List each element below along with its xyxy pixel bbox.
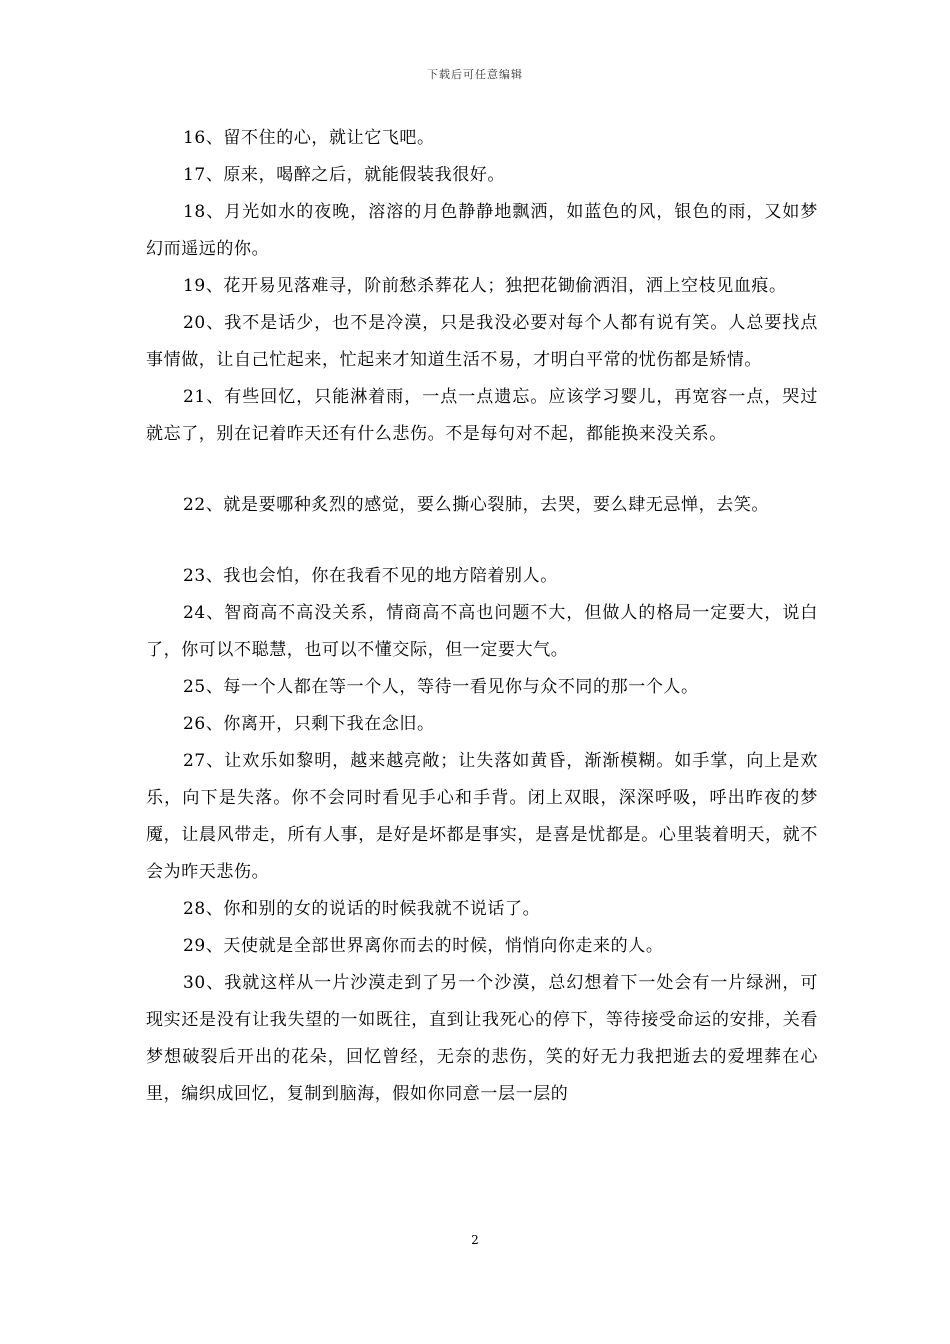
paragraph-26: 26、你离开，只剩下我在念旧。 <box>183 714 435 734</box>
paragraph-16: 16、留不住的心，就让它飞吧。 <box>183 128 435 148</box>
page-number: 2 <box>471 1233 479 1247</box>
paragraph-27: 27、让欢乐如黎明，越来越亮敞；让失落如黄昏，渐渐模糊。如手掌，向上是欢乐，向下是失落。你不会同时看见手心和手背。闭上双眼，深深呼吸，呼出昨夜的梦魇，让晨风带走，所有人事，是好是坏都是事实，是喜是忧都是。心里装着明天，就不会为昨天悲伤。 <box>146 751 818 882</box>
paragraph-30: 30、我就这样从一片沙漠走到了另一个沙漠，总幻想着下一处会有一片绿洲，可现实还是没有让我失望的一如既往，直到让我死心的停下，等待接受命运的安排，关看梦想破裂后开出的花朵，回忆曾经，无奈的悲伤，笑的好无力我把逝去的爱埋葬在心里，编织成回忆，复制到脑海，假如你同意一层一层的 <box>146 973 818 1104</box>
paragraph-24: 24、智商高不高没关系，情商高不高也问题不大，但做人的格局一定要大，说白了，你可以不聪慧，也可以不懂交际，但一定要大气。 <box>146 603 818 660</box>
page-header: 下载后可任意编辑 <box>427 68 523 81</box>
paragraph-spacer <box>146 453 818 487</box>
paragraph-23: 23、我也会怕，你在我看不见的地方陪着别人。 <box>183 566 558 586</box>
paragraph-spacer <box>146 524 818 558</box>
paragraph-21: 21、有些回忆，只能淋着雨，一点一点遗忘。应该学习婴儿，再宽容一点，哭过就忘了，别在记着昨天还有什么悲伤。不是每句对不起，都能换来没关系。 <box>146 387 818 444</box>
paragraph-25: 25、每一个人都在等一个人，等待一看见你与众不同的那一个人。 <box>183 677 699 697</box>
paragraph-17: 17、原来，喝醉之后，就能假装我很好。 <box>183 165 506 185</box>
paragraph-19: 19、花开易见落难寻，阶前愁杀葬花人；独把花锄偷洒泪，洒上空枝见血痕。 <box>183 276 787 296</box>
paragraph-28: 28、你和别的女的说话的时候我就不说话了。 <box>183 899 541 919</box>
paragraph-20: 20、我不是话少，也不是冷漠，只是我没必要对每个人都有说有笑。人总要找点事情做，让自己忙起来，忙起来才知道生活不易，才明白平常的忧伤都是矫情。 <box>146 313 818 370</box>
document-body <box>146 120 818 1113</box>
paragraph-18: 18、月光如水的夜晚，溶溶的月色静静地飘洒，如蓝色的风，银色的雨，又如梦幻而遥远的你。 <box>146 202 818 259</box>
paragraph-29: 29、天使就是全部世界离你而去的时候，悄悄向你走来的人。 <box>183 936 664 956</box>
paragraph-22: 22、就是要哪种炙烈的感觉，要么撕心裂肺，去哭，要么肆无忌惮，去笑。 <box>183 495 770 515</box>
